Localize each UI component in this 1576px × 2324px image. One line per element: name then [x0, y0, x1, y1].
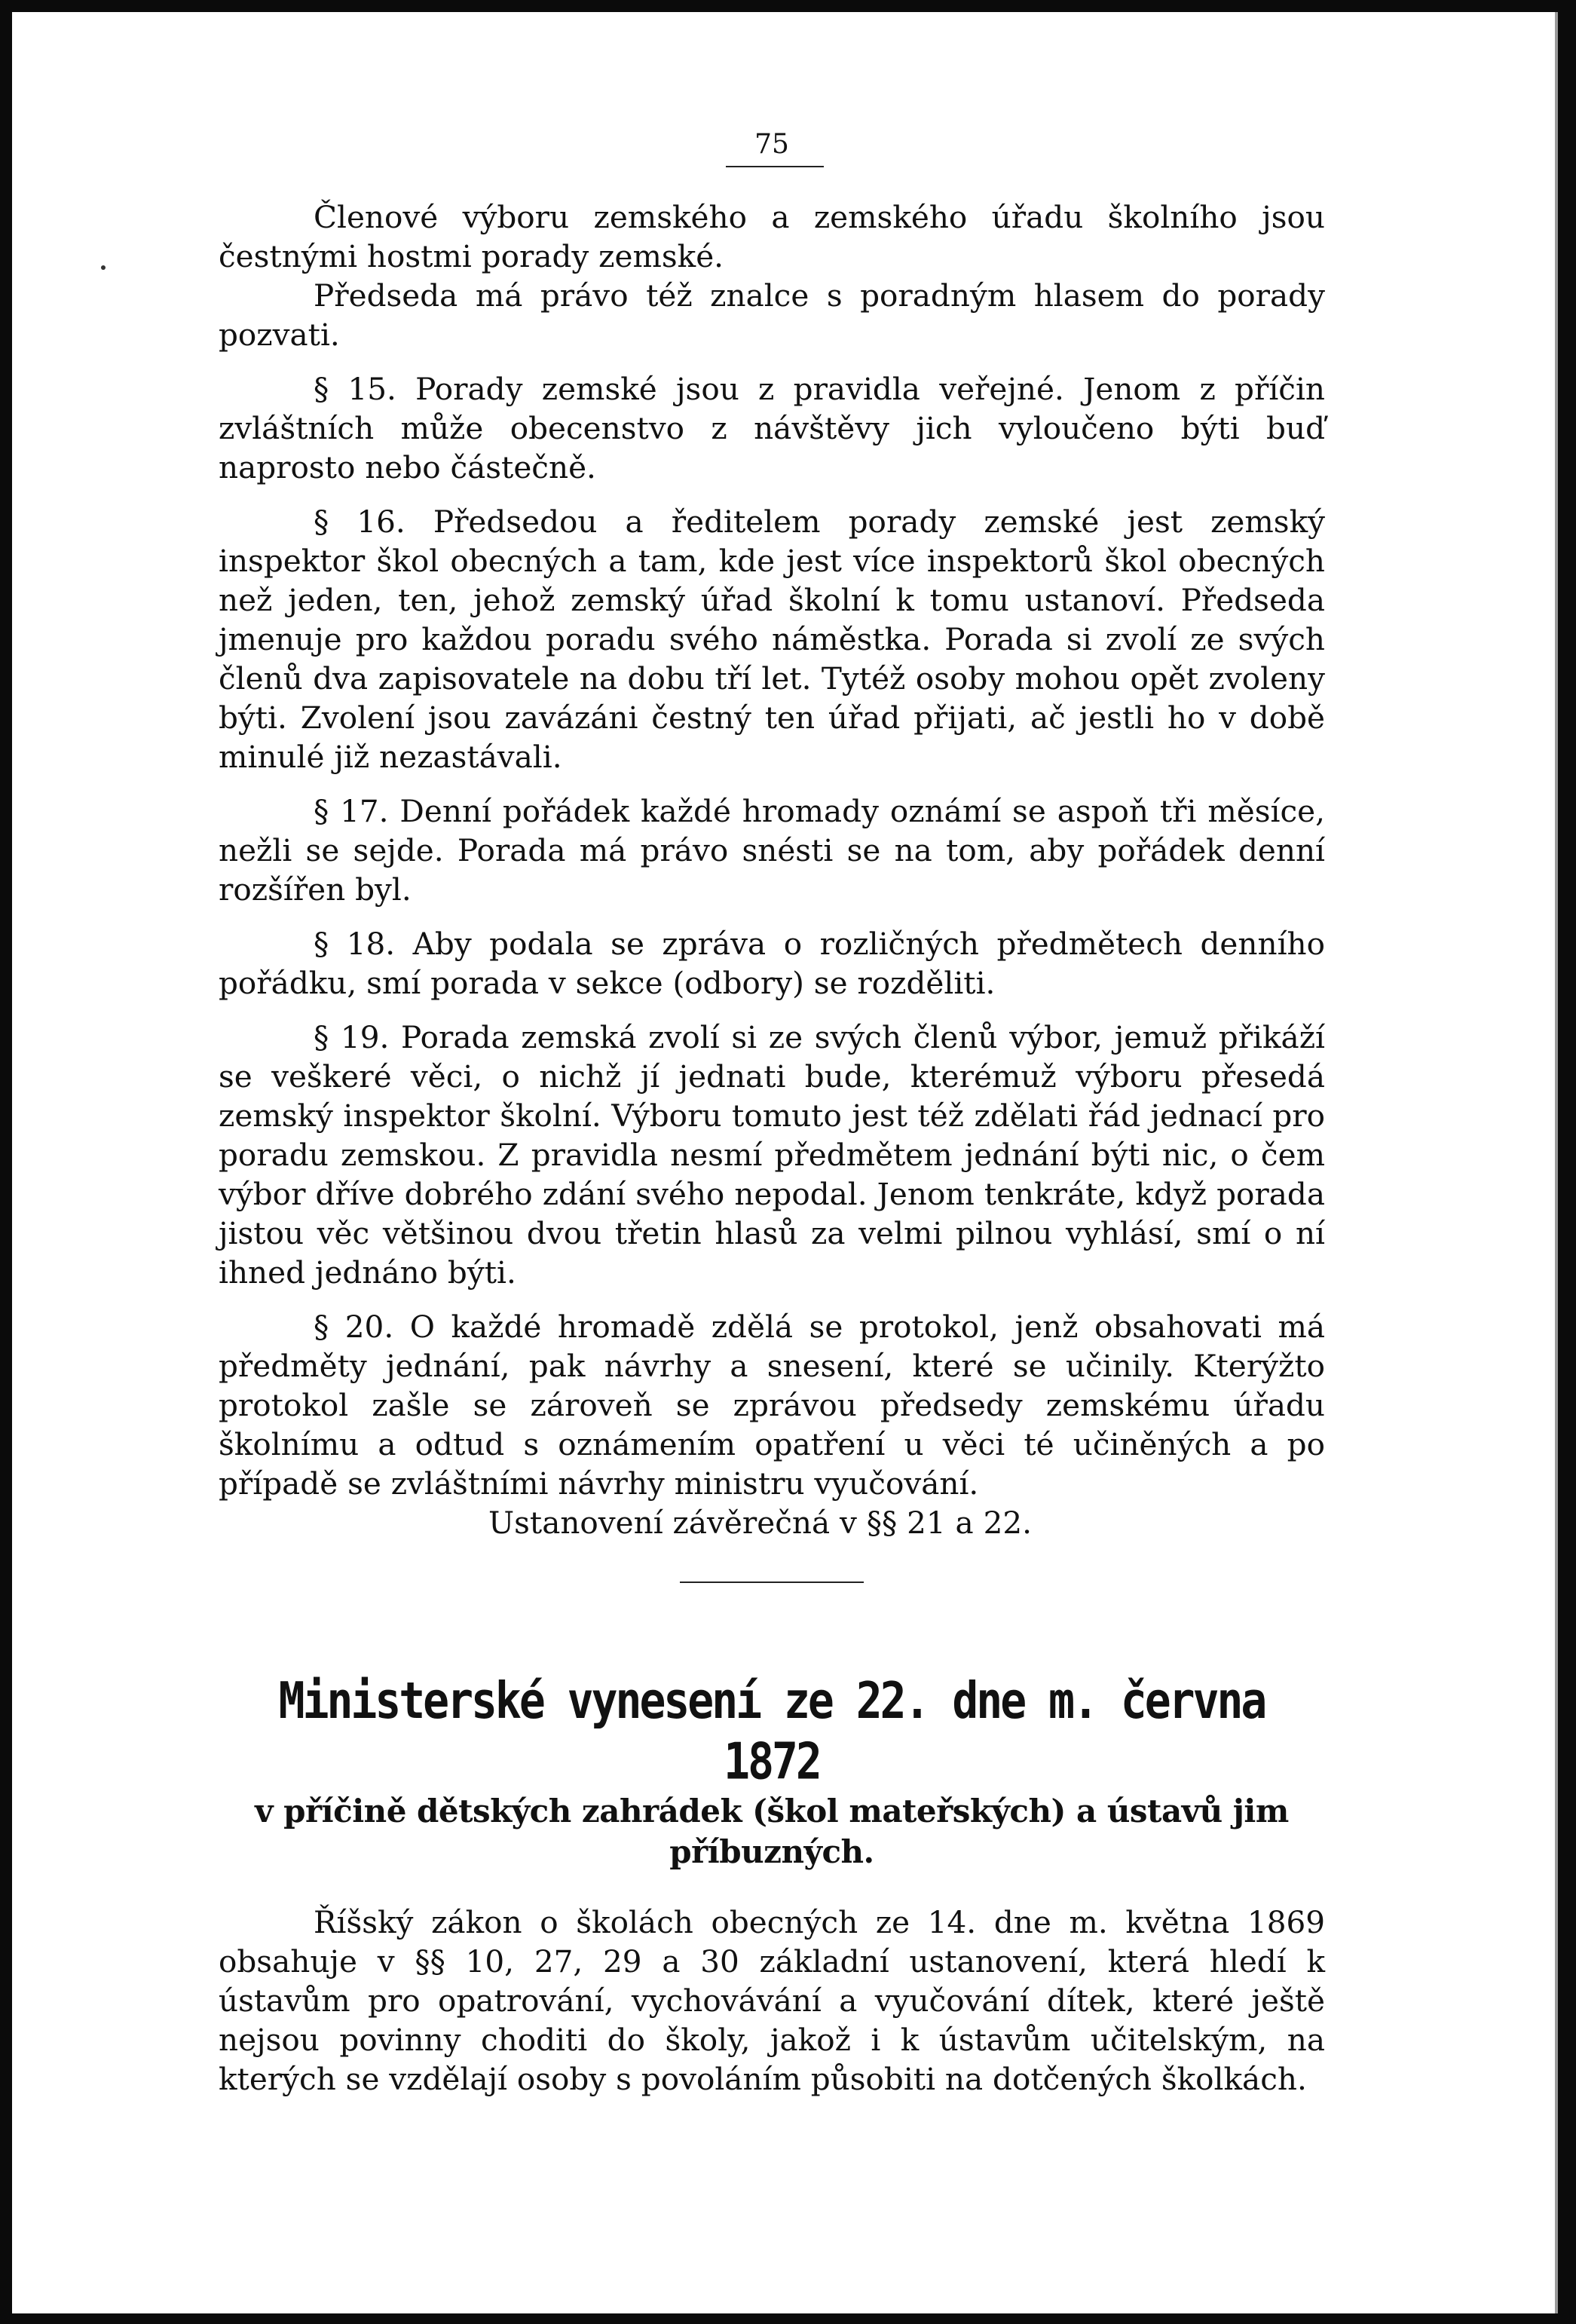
- paragraph-section-20: § 20. O každé hromadě zdělá se protokol, jenž obsahovati má předměty jednání, pak návrhy a snesení, které se učinily. Kterýžto protokol zašle se zároveň se zprávou předsedy zemskému úřadu školnímu a odtud s oznámením opatření u věci té učiněných a po případě se zvláštními návrhy ministru vyučování.: [219, 1309, 1325, 1502]
- paragraph-members: Členové výboru zemského a zemského úřadu školního jsou čestnými hostmi porady zemské.: [219, 199, 1325, 274]
- scan-border-right-shadow: [1555, 12, 1558, 2313]
- closing-line: Ustanovení závěrečná v §§ 21 a 22.: [488, 1505, 1032, 1541]
- decree-subtitle: v příčině dětských zahrádek (škol mateřských) a ústavů jim příbuzných.: [255, 1793, 1289, 1870]
- scan-border-bottom: [0, 2313, 1576, 2324]
- paragraph-section-18: § 18. Aby podala se zpráva o rozličných předmětech denního pořádku, smí porada v sekce (odbory) se rozděliti.: [219, 926, 1325, 1001]
- section-divider: [680, 1581, 864, 1583]
- scan-speck: [101, 265, 106, 270]
- paragraph-section-15: § 15. Porady zemské jsou z pravidla veřejné. Jenom z příčin zvláštních může obecenstvo z návštěvy jich vyloučeno býti buď naprosto nebo částečně.: [219, 371, 1325, 485]
- scan-border-right: [1558, 0, 1576, 2324]
- page-number: 75: [754, 129, 789, 160]
- paragraph-chairman-experts: Předseda má právo též znalce s poradným hlasem do porady pozvati.: [219, 277, 1325, 353]
- paragraph-section-19: § 19. Porada zemská zvolí si ze svých členů výbor, jemuž přikáží se veškeré věci, o nichž jí jednati bude, kterémuž výboru přesedá zemský inspektor školní. Výboru tomuto jest též zdělati řád jednací pro poradu zemskou. Z pravidla nesmí předmětem jednání býti nic, o čem výbor dříve dobrého zdání svého nepodal. Jenom tenkráte, když porada jistou věc většinou dvou třetin hlasů za velmi pilnou vyhlásí, smí o ní ihned jednáno býti.: [219, 1019, 1325, 1291]
- decree-title: Ministerské vynesení ze 22. dne m. června 1872: [278, 1670, 1265, 1791]
- paragraph-section-16: § 16. Předsedou a ředitelem porady zemské jest zemský inspektor škol obecných a tam, kde jest více inspektorů škol obecných než jeden, ten, jehož zemský úřad školní k tomu ustanoví. Předseda jmenuje pro každou poradu svého náměstka. Porada si zvolí ze svých členů dva zapisovatele na dobu tří let. Tytéž osoby mohou opět zvoleny býti. Zvolení jsou zavázáni čestný ten úřad přijati, ač jestli ho v době minulé již nezastávali.: [219, 504, 1325, 775]
- scan-border-top: [0, 0, 1576, 12]
- scan-border-left: [0, 0, 12, 2324]
- page-number-rule: [726, 166, 824, 167]
- paragraph-section-17: § 17. Denní pořádek každé hromady oznámí se aspoň tři měsíce, nežli se sejde. Porada má právo snésti se na tom, aby pořádek denní rozšířen byl.: [219, 793, 1325, 908]
- document-page: [219, 128, 1325, 2099]
- paragraph-intro: Říšský zákon o školách obecných ze 14. dne m. května 1869 obsahuje v §§ 10, 27, 29 a 30 základní ustanovení, která hledí k ústavům pro opatrování, vychovávání a vyučování dítek, které ještě nejsou povinny choditi do školy, jakož i k ústavům učitelským, na kterých se vzdělají osoby s povoláním působiti na dotčených školkách.: [219, 1904, 1325, 2097]
